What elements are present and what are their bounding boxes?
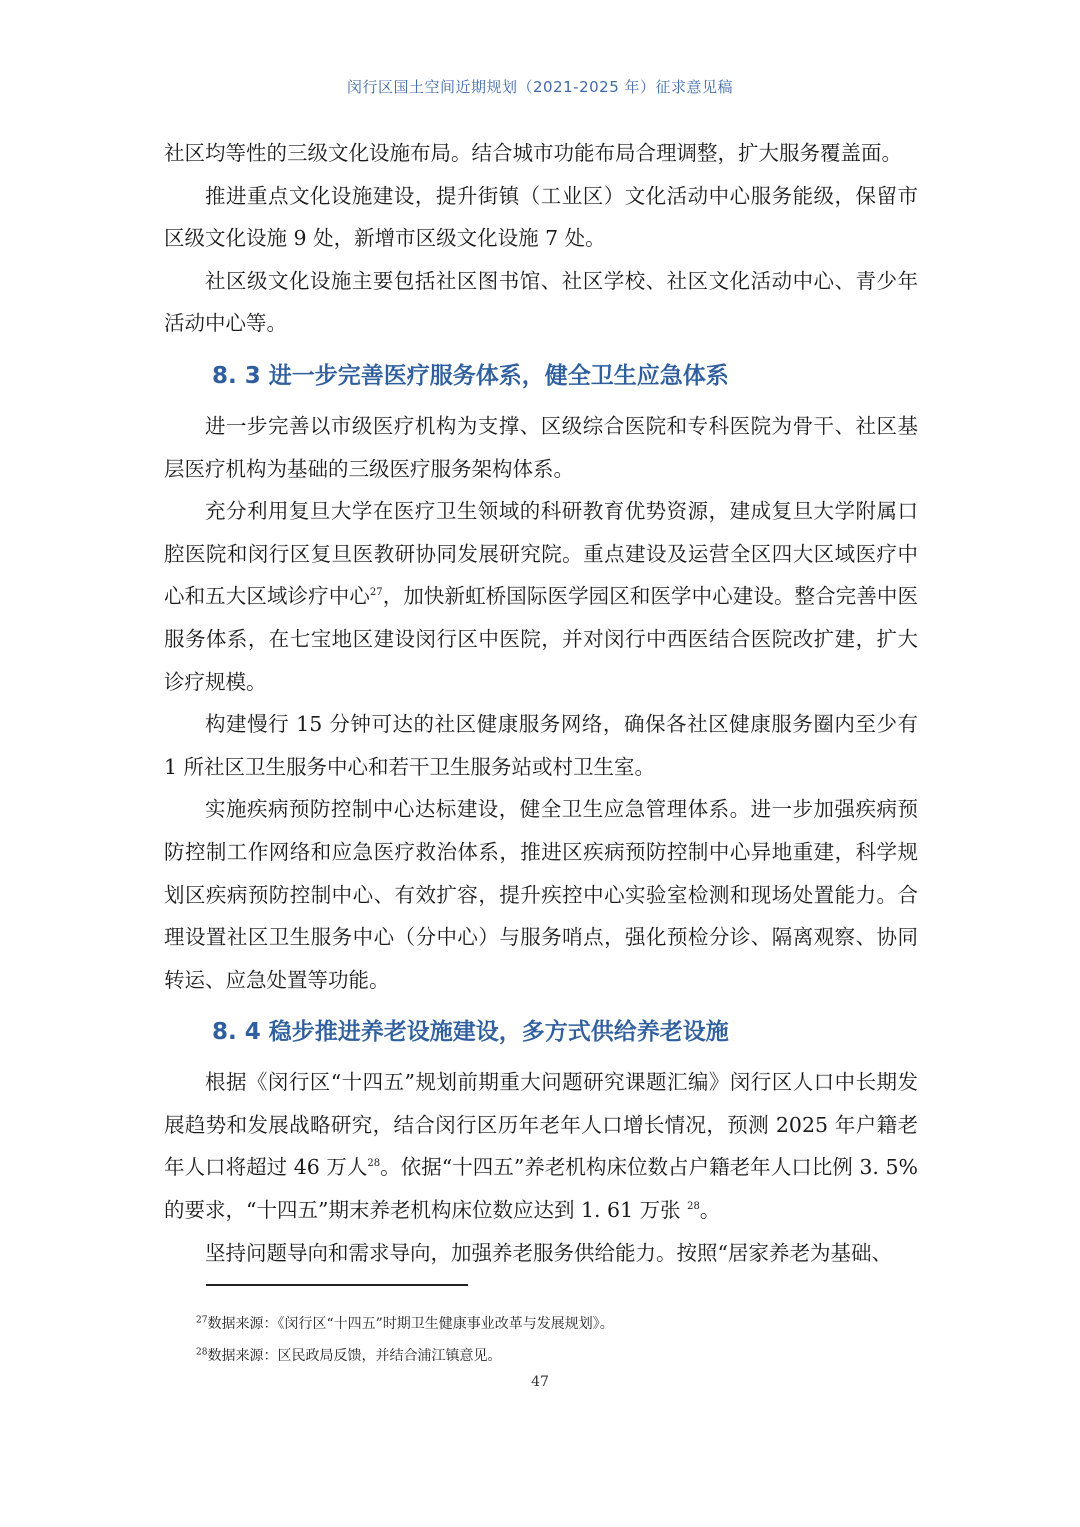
footnote-number: 28 — [196, 1347, 208, 1358]
footnote-ref: 27 — [369, 587, 383, 599]
paragraph: 社区均等性的三级文化设施布局。结合城市功能布局合理调整，扩大服务覆盖面。 — [164, 141, 902, 165]
paragraph: 构建慢行 15 分钟可达的社区健康服务网络，确保各社区健康服务圈内至少有 1 所社区卫生服务中心和若干卫生服务站或村卫生室。 — [164, 712, 918, 779]
footnote-divider — [206, 1284, 468, 1286]
footnote-text: 数据来源：区民政局反馈，并结合浦江镇意见。 — [207, 1348, 502, 1364]
paragraph: 坚持问题导向和需求导向，加强养老服务供给能力。按照“居家养老为基础、 — [205, 1240, 892, 1265]
section-heading-8-3: 8. 3 进一步完善医疗服务体系，健全卫生应急体系 — [212, 362, 729, 389]
paragraph — [164, 490, 918, 703]
paragraph: 推进重点文化设施建设，提升街镇（工业区）文化活动中心服务能级，保留市区级文化设施 9 处，新增市区级文化设施 7 处。 — [164, 183, 918, 251]
footnote-28 — [196, 1340, 916, 1372]
footnote-27 — [196, 1308, 916, 1340]
footnote-text: 数据来源：《闵行区“十四五”时期卫生健康事业改革与发展规划》。 — [207, 1316, 614, 1332]
paragraph-text: 充分利用复旦大学在医疗卫生领域的科研教育优势资源，建成复旦大学附属口腔医院和闵行区复旦医教研协同发展研究院。重点建设及运营全区四大区域医疗中心和五大区域诊疗中心 — [164, 499, 918, 609]
footnote-ref: 28 — [367, 1158, 381, 1170]
paragraph: 进一步完善以市级医疗机构为支撑、区级综合医院和专科医院为骨干、社区基层医疗机构为基础的三级医疗服务架构体系。 — [164, 413, 918, 481]
footnote-number: 27 — [196, 1315, 208, 1326]
paragraph-text: 。 — [699, 1198, 721, 1223]
section-heading-8-4: 8. 4 稳步推进养老设施建设，多方式供给养老设施 — [212, 1019, 729, 1046]
footnotes — [196, 1308, 916, 1372]
paragraph: 社区级文化设施主要包括社区图书馆、社区学校、社区文化活动中心、青少年活动中心等。 — [164, 268, 918, 336]
paragraph-text: ，加快新虹桥国际医学园区和医学中心建设。整合完善中医服务体系，在七宝地区建设闵行区中医院，并对闵行中西医结合医院改扩建，扩大诊疗规模。 — [164, 584, 919, 694]
document-body — [164, 132, 918, 1274]
page-number: 47 — [531, 1374, 549, 1390]
paragraph-text: 。依据“十四五”养老机构床位数占户籍老年人口比例 3. 5%的要求，“十四五”期末养老机构床位数应达到 1. 61 万张 — [164, 1155, 918, 1223]
page-header-title: 闵行区国土空间近期规划（2021-2025 年）征求意见稿 — [346, 78, 734, 96]
paragraph-text: 根据《闵行区“十四五”规划前期重大问题研究课题汇编》闵行区人口中长期发展趋势和发展战略研究，结合闵行区历年老年人口增长情况，预测 2025 年户籍老年人口将超过 46 万人 — [164, 1070, 918, 1180]
paragraph — [164, 1061, 918, 1231]
paragraph: 实施疾病预防控制中心达标建设，健全卫生应急管理体系。进一步加强疾病预防控制工作网络和应急医疗救治体系，推进区疾病预防控制中心异地重建，科学规划区疾病预防控制中心、有效扩容，提升疾控中心实验室检测和现场处置能力。合理设置社区卫生服务中心（分中心）与服务哨点，强化预检分诊、隔离观察、协同转运、应急处置等功能。 — [164, 797, 918, 992]
footnote-ref: 28 — [687, 1201, 700, 1213]
